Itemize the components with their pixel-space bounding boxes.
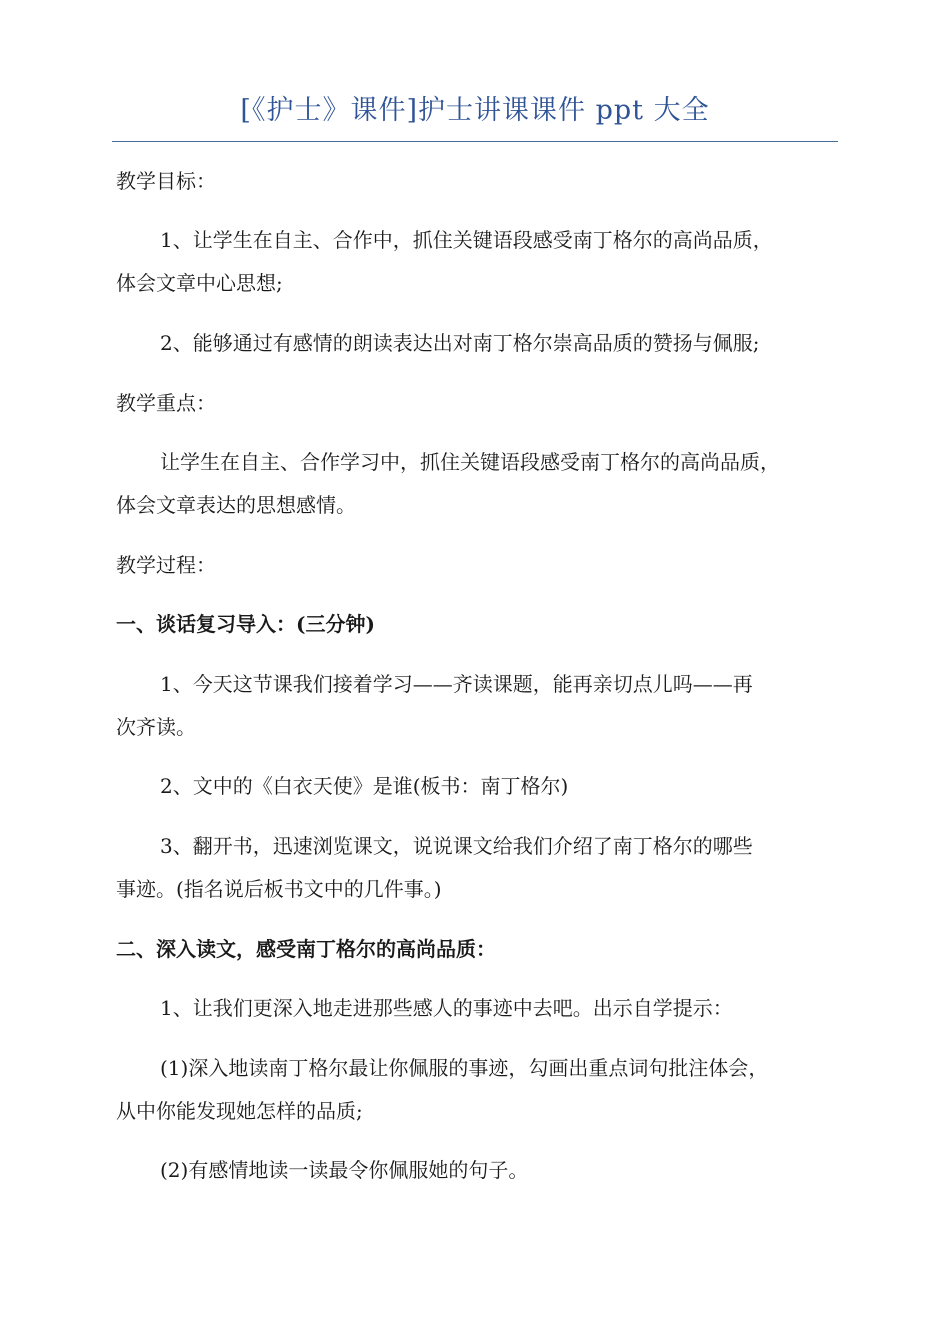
title-divider	[112, 141, 838, 142]
heading-teaching-process: 教学过程：	[116, 553, 216, 577]
paragraph-line: 体会文章表达的思想感情。	[116, 493, 356, 517]
section-heading-2: 二、深入读文，感受南丁格尔的高尚品质：	[116, 937, 496, 961]
paragraph-line: 2、文中的《白衣天使》是谁(板书：南丁格尔)	[160, 774, 569, 798]
paragraph-line: 事迹。(指名说后板书文中的几件事。)	[116, 877, 442, 901]
paragraph-line: (1)深入地读南丁格尔最让你佩服的事迹，勾画出重点词句批注体会，	[160, 1056, 769, 1080]
paragraph-line: 2、能够通过有感情的朗读表达出对南丁格尔崇高品质的赞扬与佩服;	[160, 331, 760, 355]
paragraph-line: 3、翻开书，迅速浏览课文，说说课文给我们介绍了南丁格尔的哪些	[160, 834, 753, 858]
paragraph-line: 1、让我们更深入地走进那些感人的事迹中去吧。出示自学提示：	[160, 996, 733, 1020]
paragraph-line: 1、让学生在自主、合作中，抓住关键语段感受南丁格尔的高尚品质，	[160, 228, 773, 252]
document-title: [《护士》课件]护士讲课课件 ppt 大全	[240, 95, 710, 126]
section-heading-1: 一、谈话复习导入：(三分钟)	[116, 612, 375, 636]
paragraph-line: 体会文章中心思想;	[116, 271, 283, 295]
paragraph-line: 让学生在自主、合作学习中，抓住关键语段感受南丁格尔的高尚品质，	[160, 450, 780, 474]
heading-teaching-goals: 教学目标：	[116, 169, 216, 193]
paragraph-line: 次齐读。	[116, 715, 196, 739]
paragraph-line: (2)有感情地读一读最令你佩服她的句子。	[160, 1158, 529, 1182]
paragraph-line: 从中你能发现她怎样的品质;	[116, 1099, 363, 1123]
paragraph-line: 1、今天这节课我们接着学习——齐读课题，能再亲切点儿吗——再	[160, 672, 753, 696]
heading-teaching-focus: 教学重点：	[116, 391, 216, 415]
